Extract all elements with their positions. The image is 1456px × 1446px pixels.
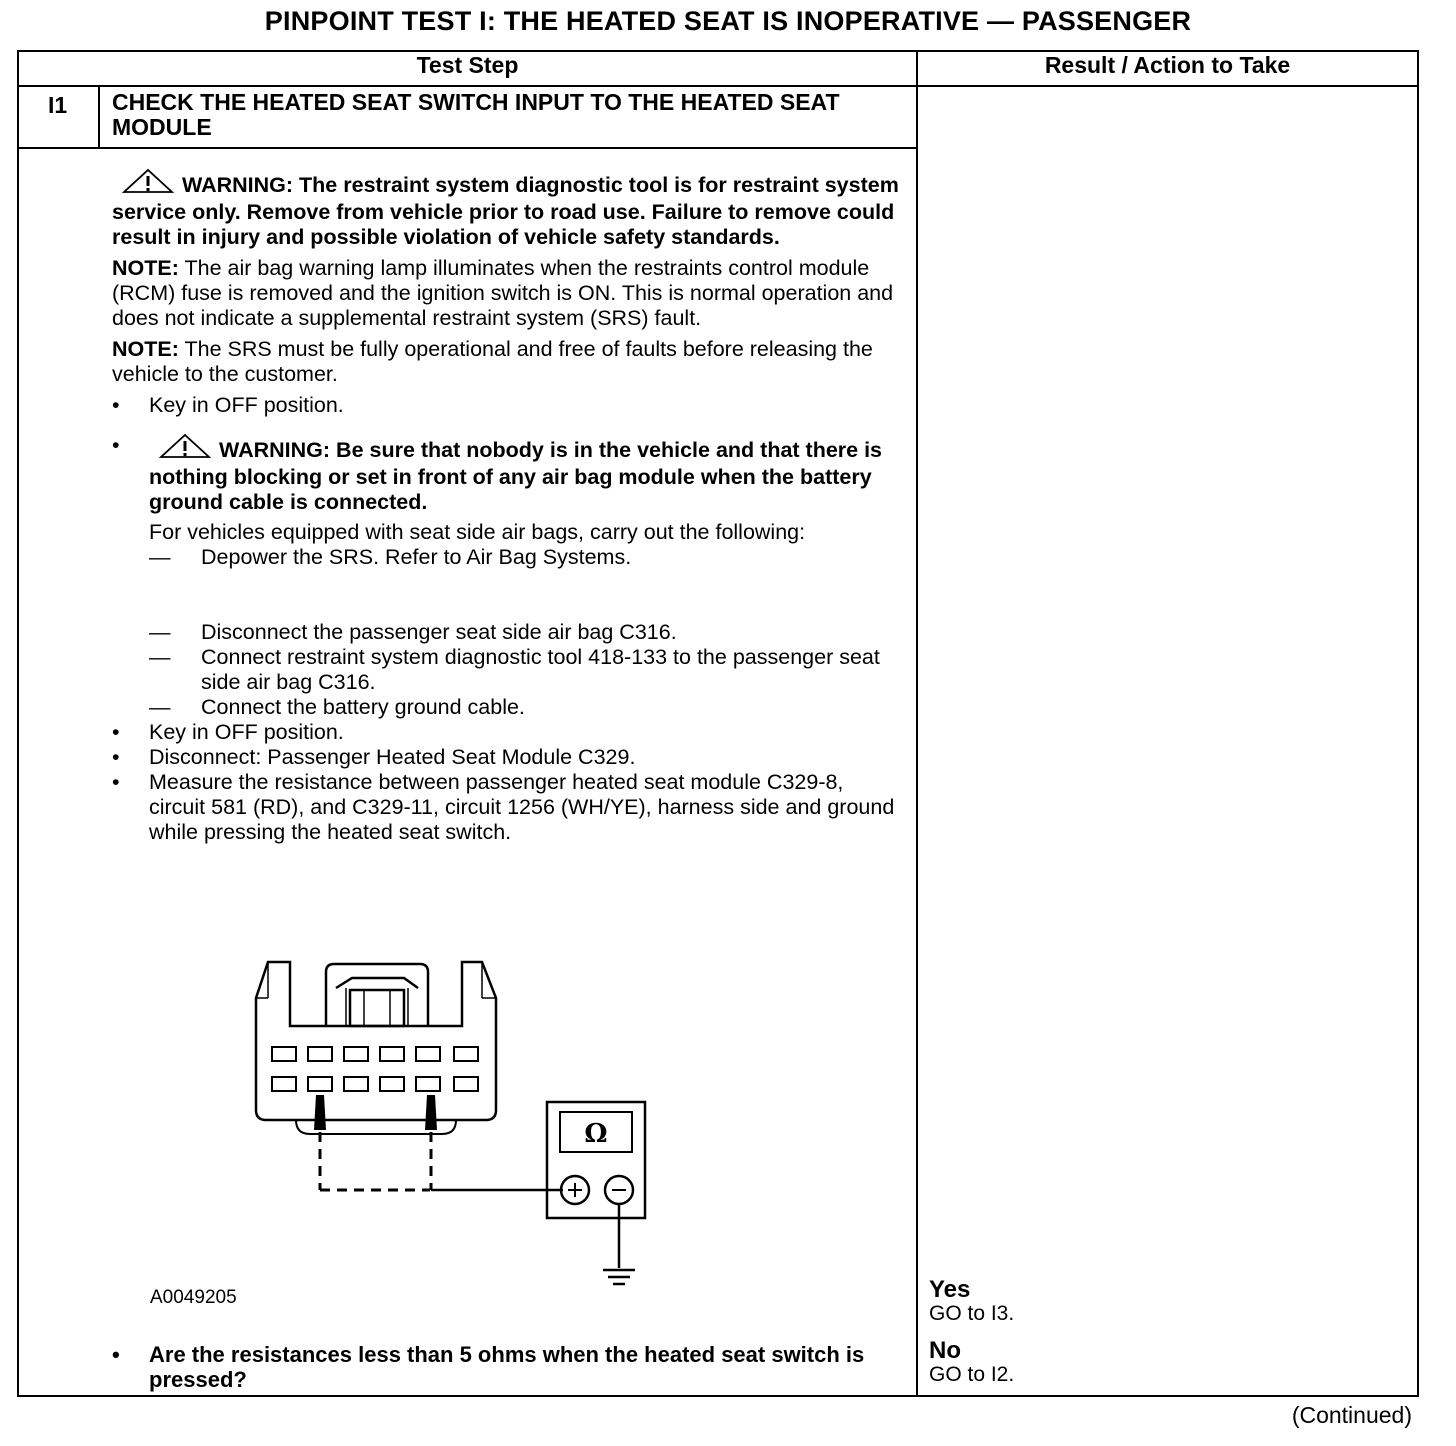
sub-dash: — bbox=[149, 695, 171, 719]
note-2-text: The SRS must be fully operational and free of faults before releasing the vehicle to the customer. bbox=[112, 337, 873, 386]
warning-block-1 bbox=[112, 168, 902, 250]
note-1 bbox=[112, 256, 902, 331]
warning-triangle-icon bbox=[159, 433, 211, 465]
sub-item bbox=[149, 695, 902, 720]
sub-text-1: Depower the SRS. Refer to Air Bag Systems. bbox=[201, 545, 632, 569]
result-yes bbox=[929, 1278, 1014, 1326]
bullet-dot: • bbox=[112, 745, 120, 769]
sub-dash: — bbox=[149, 620, 171, 644]
page-title: PINPOINT TEST I: THE HEATED SEAT IS INOPERATIVE — PASSENGER bbox=[264, 6, 1192, 36]
sub-item bbox=[149, 545, 902, 570]
bullet-text-2: Key in OFF position. bbox=[149, 720, 344, 744]
sub-item bbox=[149, 645, 902, 695]
column-divider bbox=[916, 50, 918, 1397]
warning-text-1: WARNING: The restraint system diagnostic tool is for restraint system service only. Remove from vehicle prior to road use. Failure to remove could result in injury and possible violation of vehicle safety standards. bbox=[112, 173, 899, 249]
step-title: CHECK THE HEATED SEAT SWITCH INPUT TO THE HEATED SEAT MODULE bbox=[112, 89, 840, 140]
header-divider bbox=[17, 85, 1419, 87]
seat-side-intro: For vehicles equipped with seat side air bags, carry out the following: bbox=[149, 520, 806, 544]
bullet-dot: • bbox=[112, 433, 120, 457]
warning-triangle-icon bbox=[122, 168, 174, 200]
result-yes-action: GO to I3. bbox=[929, 1302, 1015, 1325]
bullet-dot: • bbox=[112, 1342, 120, 1367]
figure-id: A0049205 bbox=[150, 1287, 237, 1308]
connector-ohmmeter-diagram bbox=[240, 950, 660, 1295]
step-content bbox=[112, 168, 902, 845]
bullet-item bbox=[112, 770, 902, 845]
note-1-text: The air bag warning lamp illuminates when the restraints control module (RCM) fuse is removed and the ignition switch is ON. This is normal operation and does not indicate a supplemental restraint system (SRS) fault. bbox=[112, 256, 894, 330]
step-title-divider bbox=[17, 147, 918, 149]
bullet-item bbox=[112, 393, 902, 418]
bullet-item bbox=[112, 720, 902, 745]
continued-label: (Continued) bbox=[1291, 1402, 1412, 1428]
bullet-text-1: Key in OFF position. bbox=[149, 393, 344, 417]
bullet-text-4: Measure the resistance between passenger heated seat module C329-8, circuit 581 (RD), and C329-11, circuit 1256 (WH/YE), harness side and ground while pressing the heated seat switch. bbox=[149, 770, 895, 844]
bullet-dot: • bbox=[112, 770, 120, 794]
bullet-text-3: Disconnect: Passenger Heated Seat Module C329. bbox=[149, 745, 636, 769]
step-id: I1 bbox=[48, 92, 68, 118]
note-2-label: NOTE: bbox=[112, 337, 179, 361]
result-yes-label: Yes bbox=[929, 1276, 971, 1303]
bullet-item-warning bbox=[112, 433, 902, 720]
warning-block-2 bbox=[149, 433, 902, 515]
note-2 bbox=[112, 337, 902, 387]
step-id-divider bbox=[98, 86, 100, 148]
sub-text-3: Connect restraint system diagnostic tool 418-133 to the passenger seat side air bag C316. bbox=[201, 645, 880, 694]
bullet-dot: • bbox=[112, 393, 120, 417]
ohm-symbol: Ω bbox=[584, 1119, 608, 1149]
header-test-step: Test Step bbox=[416, 52, 519, 78]
sub-dash: — bbox=[149, 645, 171, 669]
result-no bbox=[929, 1339, 1014, 1387]
result-no-label: No bbox=[929, 1337, 961, 1364]
sub-text-2: Disconnect the passenger seat side air bag C316. bbox=[201, 620, 677, 644]
bullet-dot: • bbox=[112, 720, 120, 744]
sub-dash: — bbox=[149, 545, 171, 569]
question-bullet bbox=[112, 1342, 902, 1392]
result-no-action: GO to I2. bbox=[929, 1363, 1015, 1386]
bullet-item bbox=[112, 1342, 902, 1392]
warning-text-2: WARNING: Be sure that nobody is in the vehicle and that there is nothing blocking or set in front of any air bag module when the battery ground cable is connected. bbox=[149, 438, 883, 514]
note-1-label: NOTE: bbox=[112, 256, 179, 280]
question-text: Are the resistances less than 5 ohms when the heated seat switch is pressed? bbox=[149, 1342, 865, 1392]
bullet-item bbox=[112, 745, 902, 770]
header-result: Result / Action to Take bbox=[1044, 52, 1291, 78]
sub-text-4: Connect the battery ground cable. bbox=[201, 695, 525, 719]
sub-item bbox=[149, 620, 902, 645]
